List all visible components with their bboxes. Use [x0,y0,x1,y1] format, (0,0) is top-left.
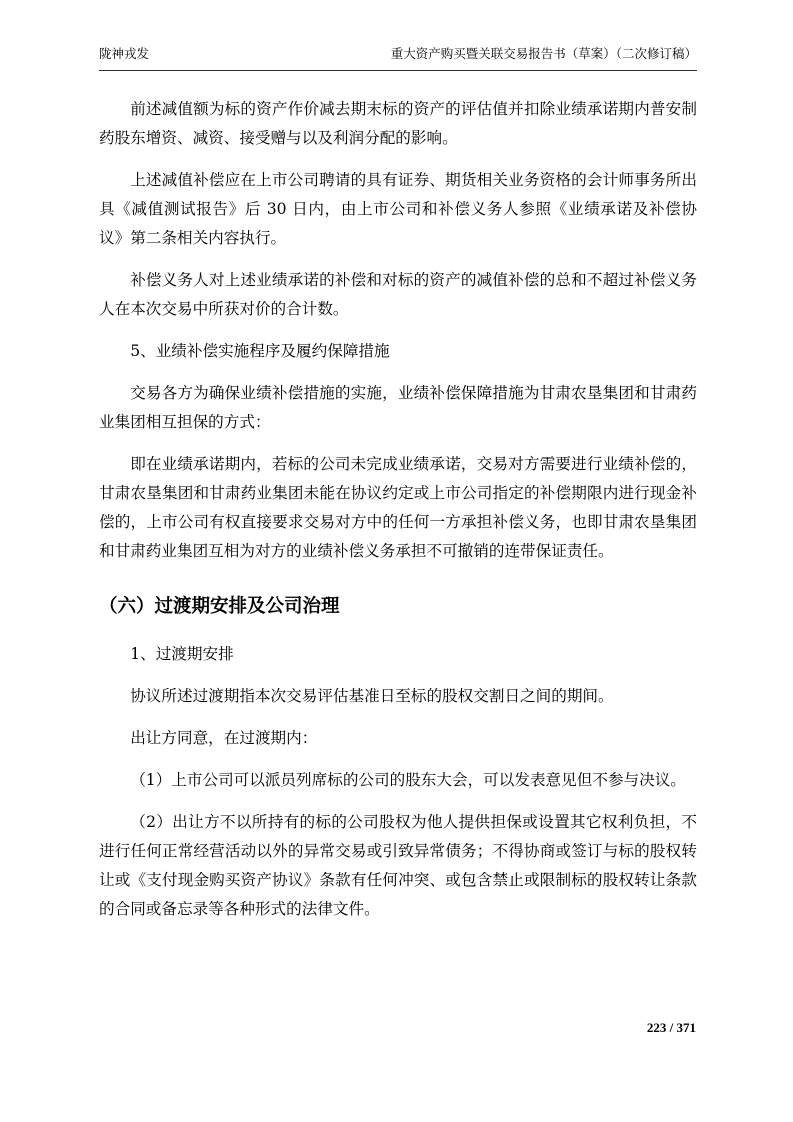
paragraph: （2）出让方不以所持有的标的公司股权为他人提供担保或设置其它权利负担，不进行任何正常经营活动以外的异常交易或引致异常债务；不得协商或签订与标的股权转让或《支付现金购买资产协议》条款有任何冲突、或包含禁止或限制标的股权转让条款的合同或备忘录等各种形式的法律文件。 [99,812,697,918]
header-report-title: 重大资产购买暨关联交易报告书（草案）（二次修订稿） [390,46,697,61]
page-number: 223 / 371 [646,1020,696,1035]
paragraph: 上述减值补偿应在上市公司聘请的具有证券、期货相关业务资格的会计师事务所出具《减值测试报告》后 30 日内，由上市公司和补偿义务人参照《业绩承诺及补偿协议》第二条相关内容执行。 [99,170,697,247]
paragraph: 即在业绩承诺期内，若标的公司未完成业绩承诺，交易对方需要进行业绩补偿的，甘肃农垦集团和甘肃药业集团未能在协议约定或上市公司指定的补偿期限内进行现金补偿的，上市公司有权直接要求交易对方中的任何一方承担补偿义务，也即甘肃农垦集团和甘肃药业集团互相为对方的业绩补偿义务承担不可撤销的连带保证责任。 [99,454,697,560]
paragraph: 1、过渡期安排 [130,644,234,663]
paragraph: 前述减值额为标的资产作价减去期末标的资产的评估值并扣除业绩承诺期内普安制药股东增资、减资、接受赠与以及利润分配的影响。 [99,99,697,147]
paragraph: （1）上市公司可以派员列席标的公司的股东大会，可以发表意见但不参与决议。 [130,770,686,789]
paragraph: 交易各方为确保业绩补偿措施的实施，业绩补偿保障措施为甘肃农垦集团和甘肃药业集团相互担保的方式： [99,383,697,431]
paragraph: 5、业绩补偿实施程序及履约保障措施 [130,341,390,360]
header-company-name: 陇神戎发 [99,46,150,61]
document-header [99,46,697,71]
paragraph: 出让方同意，在过渡期内： [130,728,318,747]
section-heading: （六）过渡期安排及公司治理 [99,594,340,616]
document-body [99,95,697,924]
paragraph: 协议所述过渡期指本次交易评估基准日至标的股权交割日之间的期间。 [130,686,614,705]
paragraph: 补偿义务人对上述业绩承诺的补偿和对标的资产的减值补偿的总和不超过补偿义务人在本次交易中所获对价的合计数。 [99,270,697,318]
